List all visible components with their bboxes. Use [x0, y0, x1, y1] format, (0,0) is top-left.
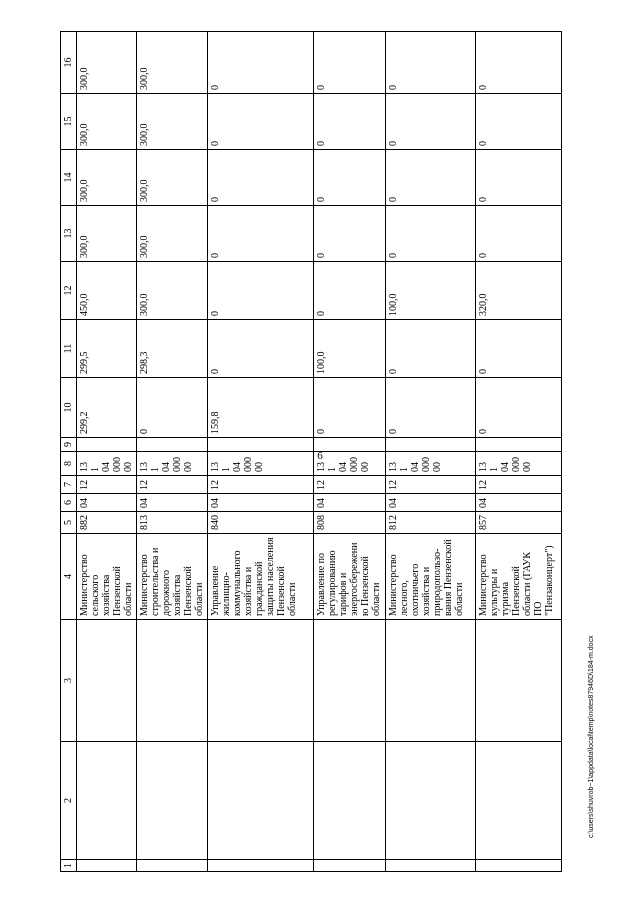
header-cell: 1 — [61, 860, 77, 872]
header-cell: 16 — [61, 32, 77, 94]
table-cell-col-16: 0 — [208, 32, 314, 94]
table-cell-col-11: 0 — [476, 320, 562, 378]
table-header-row — [61, 32, 77, 872]
table-cell-col-1 — [208, 860, 314, 872]
table-cell-col-15: 0 — [208, 94, 314, 150]
table-cell-col-11: 299,5 — [77, 320, 137, 378]
header-cell: 4 — [61, 534, 77, 620]
table-cell-col-9 — [314, 438, 386, 452]
header-cell: 13 — [61, 206, 77, 262]
table-cell-col-15: 0 — [476, 94, 562, 150]
table-cell-col-14: 0 — [476, 150, 562, 206]
table-cell-col-16: 300,0 — [137, 32, 208, 94]
header-cell: 6 — [61, 494, 77, 512]
table-cell-col-15: 300,0 — [77, 94, 137, 150]
header-cell: 15 — [61, 94, 77, 150]
table-cell-col-8: 13 1 04 000 00 — [386, 452, 476, 476]
table-cell-col-2 — [476, 742, 562, 860]
table-cell-col-7: 12 — [314, 476, 386, 494]
table-cell-col-14: 0 — [208, 150, 314, 206]
file-path-footer: c:\users\shuvrob~1\appdata\local\temp\notes87946D\184-m.docx — [588, 635, 595, 838]
header-cell: 5 — [61, 512, 77, 534]
table-cell-col-1 — [386, 860, 476, 872]
table-cell-col-7: 12 — [137, 476, 208, 494]
table-cell-col-6: 04 — [386, 494, 476, 512]
table-cell-col-6: 04 — [314, 494, 386, 512]
table-cell-col-6: 04 — [476, 494, 562, 512]
table-cell-col-16: 300,0 — [77, 32, 137, 94]
header-cell: 3 — [61, 620, 77, 742]
table-cell-col-2 — [77, 742, 137, 860]
table-cell-col-8: 13 1 04 000 00 — [314, 452, 386, 476]
header-cell: 12 — [61, 262, 77, 320]
table-cell-col-1 — [137, 860, 208, 872]
header-cell: 10 — [61, 378, 77, 438]
table-cell-col-9 — [208, 438, 314, 452]
table-cell-col-12: 450,0 — [77, 262, 137, 320]
table-cell-col-4: Управление по регулированию тарифов и энергосбережению Пензенской области — [314, 534, 386, 620]
table-cell-col-2 — [314, 742, 386, 860]
table-cell-col-7: 12 — [476, 476, 562, 494]
header-cell: 9 — [61, 438, 77, 452]
table-cell-col-14: 300,0 — [77, 150, 137, 206]
table-cell-col-5: 808 — [314, 512, 386, 534]
table-cell-col-12: 320,0 — [476, 262, 562, 320]
table-cell-col-1 — [77, 860, 137, 872]
table-cell-col-12: 0 — [314, 262, 386, 320]
table-cell-col-5: 813 — [137, 512, 208, 534]
table-cell-col-4: Министерство лесного, охотничьего хозяйства и природопользо-вания Пензенской области — [386, 534, 476, 620]
table-cell-col-6: 04 — [77, 494, 137, 512]
table-cell-col-3 — [137, 620, 208, 742]
table-cell-col-14: 0 — [386, 150, 476, 206]
table-cell-col-4: Министерство культуры и туризма Пензенской области (ГАУК ПО "Пензаконцерт") — [476, 534, 562, 620]
table-cell-col-14: 0 — [314, 150, 386, 206]
table-cell-col-10: 0 — [476, 378, 562, 438]
header-cell: 11 — [61, 320, 77, 378]
table-cell-col-13: 0 — [314, 206, 386, 262]
page-number: 6 — [317, 450, 323, 462]
table-cell-col-15: 0 — [314, 94, 386, 150]
table-cell-col-6: 04 — [208, 494, 314, 512]
table-cell-col-7: 12 — [208, 476, 314, 494]
table-cell-col-15: 0 — [386, 94, 476, 150]
table-row — [77, 32, 137, 872]
table-cell-col-12: 100,0 — [386, 262, 476, 320]
table-cell-col-9 — [137, 438, 208, 452]
table-cell-col-10: 0 — [386, 378, 476, 438]
header-cell: 14 — [61, 150, 77, 206]
table-cell-col-11: 100,0 — [314, 320, 386, 378]
table-cell-col-10: 0 — [314, 378, 386, 438]
table-cell-col-2 — [137, 742, 208, 860]
table-cell-col-12: 300,0 — [137, 262, 208, 320]
table-cell-col-15: 300,0 — [137, 94, 208, 150]
table-cell-col-16: 0 — [476, 32, 562, 94]
table-cell-col-2 — [208, 742, 314, 860]
table-cell-col-4: Министерство сельского хозяйства Пензенской области — [77, 534, 137, 620]
table-cell-col-1 — [476, 860, 562, 872]
table-cell-col-11: 298,3 — [137, 320, 208, 378]
table-cell-col-8: 13 1 04 000 00 — [77, 452, 137, 476]
table-cell-col-10: 0 — [137, 378, 208, 438]
table-cell-col-9 — [386, 438, 476, 452]
table-cell-col-7: 12 — [386, 476, 476, 494]
table-cell-col-5: 812 — [386, 512, 476, 534]
table-cell-col-4: Министерство строительства и дорожного хозяйства Пензенской области — [137, 534, 208, 620]
table-cell-col-4: Управление жилищно-коммунального хозяйства и гражданской защиты населения Пензенской области — [208, 534, 314, 620]
table-cell-col-16: 0 — [314, 32, 386, 94]
table-cell-col-5: 857 — [476, 512, 562, 534]
table-cell-col-13: 0 — [208, 206, 314, 262]
table-cell-col-10: 299,2 — [77, 378, 137, 438]
table-cell-col-7: 12 — [77, 476, 137, 494]
table-cell-col-14: 300,0 — [137, 150, 208, 206]
table-cell-col-5: 882 — [77, 512, 137, 534]
table-cell-col-9 — [476, 438, 562, 452]
table-cell-col-2 — [386, 742, 476, 860]
table-cell-col-13: 0 — [386, 206, 476, 262]
table-cell-col-13: 0 — [476, 206, 562, 262]
rotated-table-wrapper — [60, 32, 580, 872]
header-cell: 2 — [61, 742, 77, 860]
table-cell-col-10: 159,8 — [208, 378, 314, 438]
table-cell-col-1 — [314, 860, 386, 872]
header-cell: 8 — [61, 452, 77, 476]
table-cell-col-12: 0 — [208, 262, 314, 320]
table-cell-col-8: 13 1 04 000 00 — [137, 452, 208, 476]
table-cell-col-8: 13 1 04 000 00 — [208, 452, 314, 476]
table-cell-col-13: 300,0 — [77, 206, 137, 262]
table-cell-col-3 — [386, 620, 476, 742]
table-cell-col-3 — [314, 620, 386, 742]
table-cell-col-9 — [77, 438, 137, 452]
table-row — [476, 32, 562, 872]
table-cell-col-5: 840 — [208, 512, 314, 534]
table-cell-col-8: 13 1 04 000 00 — [476, 452, 562, 476]
table-cell-col-11: 0 — [386, 320, 476, 378]
table-cell-col-3 — [208, 620, 314, 742]
table-row — [314, 32, 386, 872]
table-row — [137, 32, 208, 872]
budget-table — [60, 31, 562, 872]
table-row — [208, 32, 314, 872]
table-row — [386, 32, 476, 872]
table-cell-col-16: 0 — [386, 32, 476, 94]
table-cell-col-13: 300,0 — [137, 206, 208, 262]
table-cell-col-6: 04 — [137, 494, 208, 512]
table-cell-col-11: 0 — [208, 320, 314, 378]
table-cell-col-3 — [77, 620, 137, 742]
table-cell-col-3 — [476, 620, 562, 742]
header-cell: 7 — [61, 476, 77, 494]
